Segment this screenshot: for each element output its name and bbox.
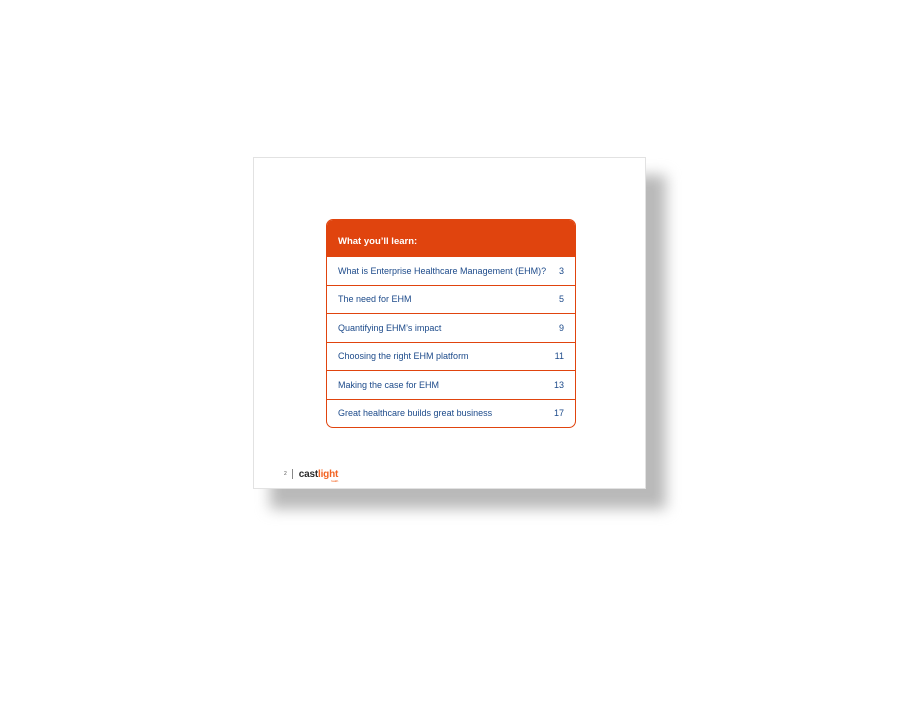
toc-item-page: 17 (553, 408, 564, 419)
toc-item-page: 13 (553, 379, 564, 390)
toc-item-label: Choosing the right EHM platform (338, 351, 469, 362)
toc-item-choosing-platform[interactable] (327, 342, 575, 371)
toc-item-page: 5 (558, 294, 564, 305)
toc-title: What you’ll learn: (327, 220, 575, 256)
toc-item-page: 3 (558, 265, 564, 276)
toc-item-what-is-ehm[interactable] (327, 256, 575, 285)
toc-item-label: The need for EHM (338, 294, 412, 305)
toc-item-label: Great healthcare builds great business (338, 408, 493, 419)
toc-item-making-the-case[interactable] (327, 370, 575, 399)
castlight-logo: castlight health (298, 468, 339, 483)
toc-item-label: Quantifying EHM’s impact (338, 322, 442, 333)
document-page (253, 157, 646, 489)
table-of-contents (326, 219, 576, 428)
toc-item-label: What is Enterprise Healthcare Management (EHM)? (338, 265, 547, 276)
toc-item-need-for-ehm[interactable] (327, 285, 575, 314)
toc-item-label: Making the case for EHM (338, 379, 440, 390)
toc-item-page: 11 (554, 351, 564, 362)
toc-item-great-healthcare[interactable] (327, 399, 575, 428)
page-footer (284, 466, 338, 482)
toc-item-quantifying-impact[interactable] (327, 313, 575, 342)
toc-item-page: 9 (558, 322, 564, 333)
footer-divider (292, 469, 293, 479)
page-number: 2 (284, 471, 287, 477)
